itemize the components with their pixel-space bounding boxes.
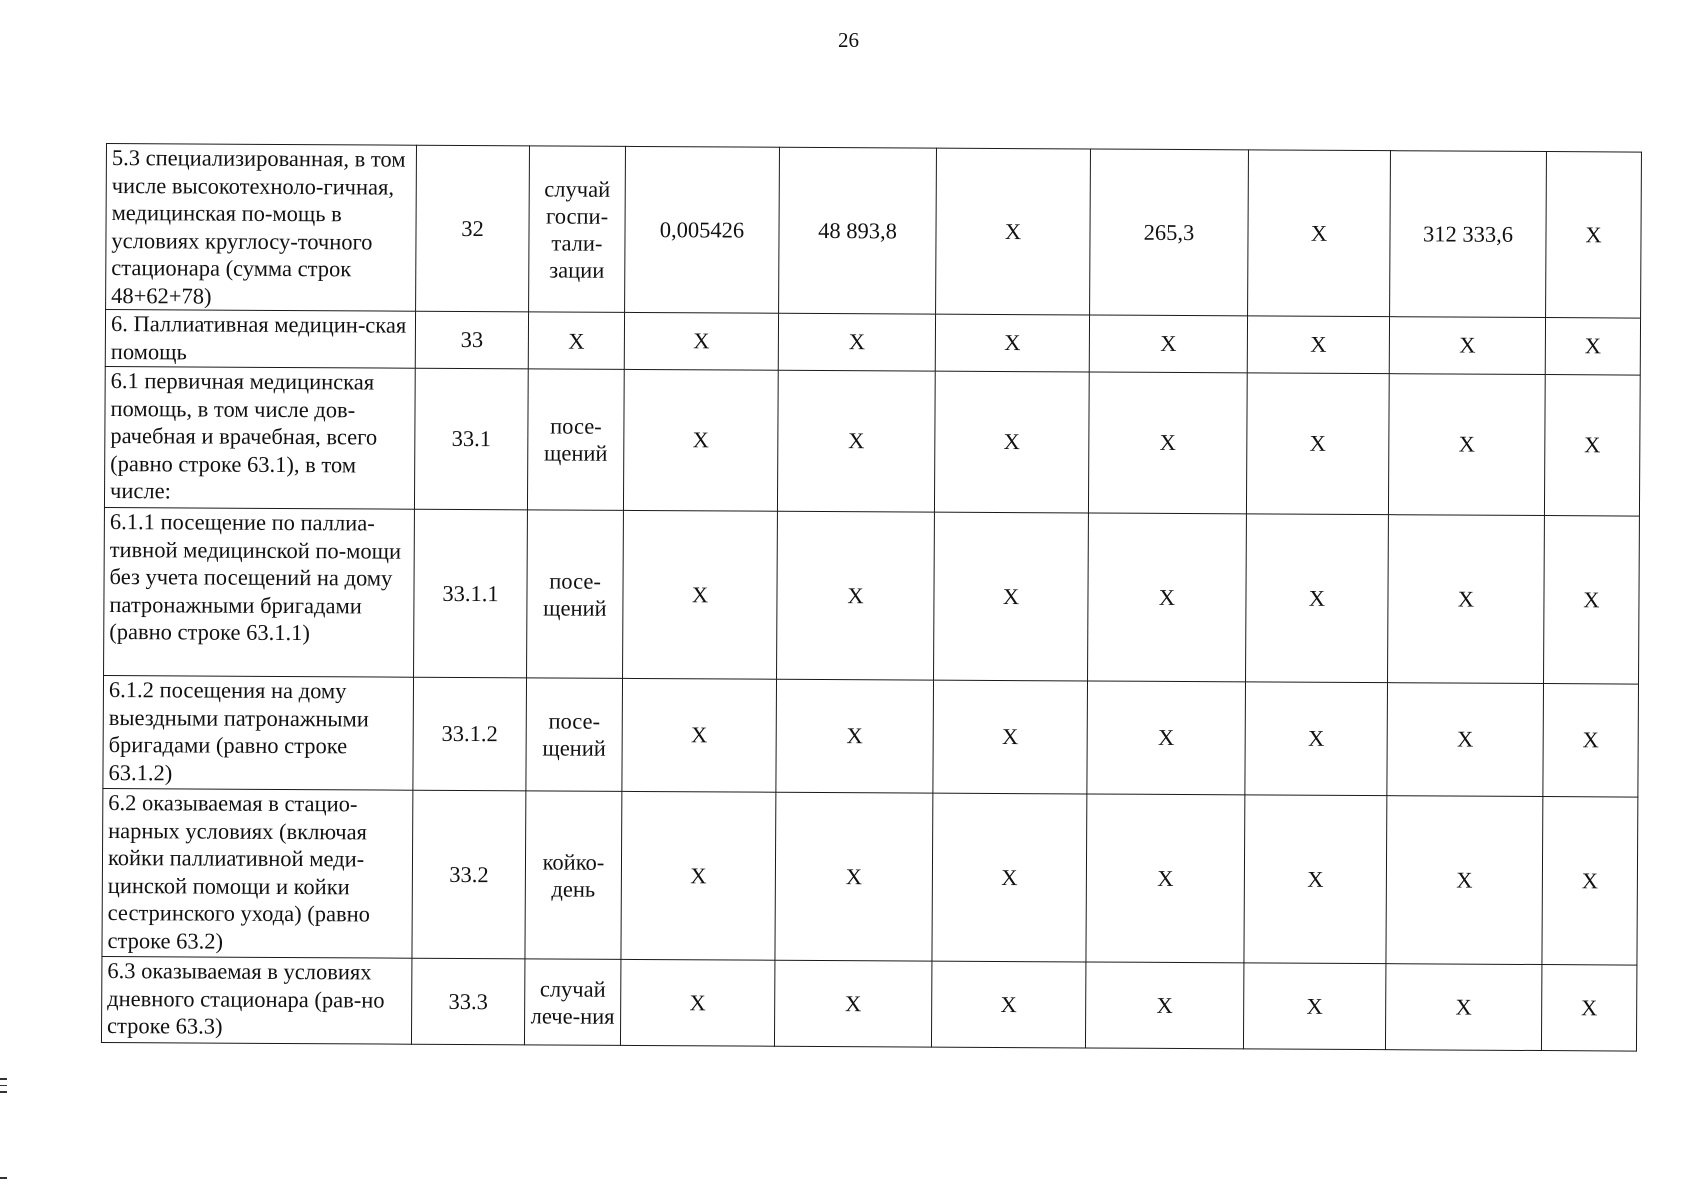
scan-edge-marks bbox=[0, 1078, 7, 1098]
value-cell: 265,3 bbox=[1090, 149, 1249, 316]
table-row bbox=[106, 144, 1642, 319]
unit-cell: койко-день bbox=[525, 791, 622, 960]
value-cell: Х bbox=[777, 511, 935, 680]
scan-edge-tick bbox=[0, 1177, 7, 1179]
page-number: 26 bbox=[838, 28, 859, 52]
value-cell: Х bbox=[775, 792, 933, 961]
value-cell: Х bbox=[623, 510, 778, 679]
value-cell: Х bbox=[778, 313, 935, 371]
value-cell: Х bbox=[623, 369, 778, 511]
value-cell: Х bbox=[1245, 682, 1388, 796]
value-cell: Х bbox=[1088, 513, 1247, 682]
table-row bbox=[104, 507, 1640, 684]
value-cell: Х bbox=[934, 512, 1089, 681]
value-cell: Х bbox=[1386, 796, 1543, 965]
unit-cell: случай лече-ния bbox=[524, 959, 620, 1046]
row-name-cell: 6. Паллиативная медицин-ская помощь bbox=[105, 310, 415, 369]
value-cell: Х bbox=[1385, 964, 1541, 1051]
value-cell: Х bbox=[931, 961, 1085, 1048]
value-cell: Х bbox=[621, 791, 776, 960]
value-cell: Х bbox=[1089, 315, 1247, 373]
value-cell: Х bbox=[1544, 375, 1640, 517]
value-cell: Х bbox=[1389, 317, 1545, 375]
value-cell: 48 893,8 bbox=[779, 147, 937, 314]
value-cell: Х bbox=[1546, 152, 1642, 319]
unit-cell: посе-щений bbox=[526, 678, 623, 792]
value-cell: Х bbox=[934, 371, 1089, 513]
value-cell: Х bbox=[935, 314, 1089, 372]
value-cell: Х bbox=[1248, 150, 1391, 317]
value-cell: Х bbox=[1544, 516, 1640, 685]
scan-mark bbox=[0, 1085, 7, 1087]
value-cell: Х bbox=[1244, 795, 1387, 964]
value-cell: Х bbox=[1541, 965, 1636, 1052]
row-name-cell: 6.3 оказываемая в условиях дневного стационара (рав-но строке 63.3) bbox=[101, 956, 411, 1044]
value-cell: Х bbox=[620, 959, 774, 1046]
scan-mark bbox=[0, 1078, 7, 1080]
row-name-cell: 5.3 специализированная, в том числе высокотехноло-гичная, медицинская по-мощь в условиях круглосу-точного стационара (сумма строк 48+62+78) bbox=[106, 144, 417, 312]
line-number-cell: 33.1.1 bbox=[414, 509, 528, 678]
line-number-cell: 32 bbox=[416, 145, 530, 312]
line-number-cell: 33.2 bbox=[412, 790, 526, 959]
table-row bbox=[104, 366, 1640, 516]
value-cell: Х bbox=[1246, 514, 1389, 683]
value-cell: Х bbox=[933, 680, 1088, 794]
value-cell: Х bbox=[1542, 797, 1638, 966]
value-cell: 0,005426 bbox=[625, 146, 780, 313]
value-cell: Х bbox=[1543, 684, 1639, 798]
row-name-cell: 6.1 первичная медицинская помощь, в том числе дов-рачебная и врачебная, всего (равно строке 63.1), в том числе: bbox=[104, 366, 415, 509]
line-number-cell: 33 bbox=[415, 311, 528, 369]
value-cell: Х bbox=[624, 312, 778, 370]
value-cell: Х bbox=[936, 148, 1091, 315]
value-cell: Х bbox=[1388, 374, 1545, 516]
value-cell: Х bbox=[1087, 681, 1246, 795]
value-cell: Х bbox=[1085, 962, 1243, 1049]
value-cell: Х bbox=[1243, 963, 1385, 1050]
value-cell: Х bbox=[1246, 373, 1389, 515]
value-cell: Х bbox=[1545, 318, 1640, 376]
value-cell: Х bbox=[932, 793, 1087, 962]
table-row bbox=[102, 788, 1638, 965]
unit-cell: посе-щений bbox=[527, 369, 624, 511]
value-cell: Х bbox=[1088, 372, 1247, 514]
unit-cell: Х bbox=[528, 312, 624, 370]
value-cell: Х bbox=[776, 679, 934, 793]
line-number-cell: 33.1 bbox=[414, 368, 528, 510]
value-cell: Х bbox=[1387, 683, 1544, 797]
unit-cell: случай госпи-тали-зации bbox=[529, 146, 626, 313]
row-name-cell: 6.1.2 посещения на дому выездными патронажными бригадами (равно строке 63.1.2) bbox=[103, 675, 414, 790]
table-row bbox=[105, 310, 1640, 376]
table-row bbox=[101, 956, 1636, 1051]
unit-cell: посе-щений bbox=[527, 510, 624, 679]
value-cell: Х bbox=[774, 960, 931, 1047]
value-cell: Х bbox=[1086, 794, 1245, 963]
scan-mark bbox=[0, 1091, 7, 1093]
value-cell: 312 333,6 bbox=[1390, 151, 1547, 318]
value-cell: Х bbox=[622, 678, 777, 792]
value-cell: Х bbox=[777, 370, 935, 512]
row-name-cell: 6.1.1 посещение по паллиа-тивной медицинской по-мощи без учета посещений на дому патронажными бригадами (равно строке 63.1.1) bbox=[104, 507, 415, 677]
line-number-cell: 33.3 bbox=[411, 958, 524, 1045]
line-number-cell: 33.1.2 bbox=[413, 677, 527, 791]
table-row bbox=[103, 675, 1639, 797]
value-cell: Х bbox=[1388, 515, 1545, 684]
value-cell: Х bbox=[1247, 316, 1389, 374]
row-name-cell: 6.2 оказываемая в стацио-нарных условиях (включая койки паллиативной меди-цинской помощи и койки сестринского ухода) (равно строке 63.2) bbox=[102, 788, 413, 958]
data-table bbox=[101, 143, 1642, 1052]
